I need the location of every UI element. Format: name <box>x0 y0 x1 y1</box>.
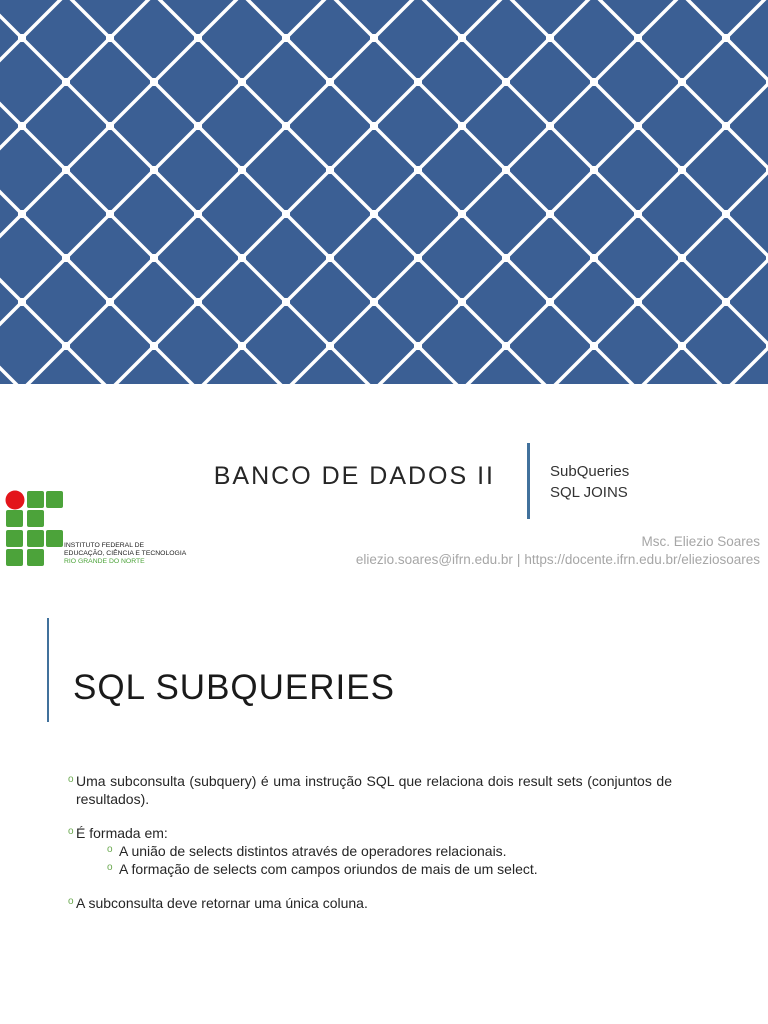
circle-bullet-icon: o <box>107 844 113 855</box>
contact-separator: | <box>516 552 521 567</box>
deck-title: BANCO DE DADOS II <box>213 462 495 490</box>
list-item <box>68 894 672 912</box>
svg-text:RIO GRANDE DO NORTE: RIO GRANDE DO NORTE <box>64 558 145 565</box>
sub-list-item <box>68 842 672 860</box>
author-contact <box>356 551 760 569</box>
svg-text:EDUCAÇÃO, CIÊNCIA E TECNOLOGIA: EDUCAÇÃO, CIÊNCIA E TECNOLOGIA <box>64 550 187 557</box>
title-divider <box>527 443 530 519</box>
sub-list-item <box>68 860 672 878</box>
sub-bullet-text: A união de selects distintos através de operadores relacionais. <box>119 843 507 859</box>
ifrn-logo <box>4 490 204 570</box>
sub-bullet-text: A formação de selects com campos oriundos de mais de um select. <box>119 861 538 877</box>
author-url[interactable]: https://docente.ifrn.edu.br/elieziosoares <box>524 552 760 567</box>
author-name: Msc. Eliezio Soares <box>641 534 760 549</box>
svg-text:INSTITUTO FEDERAL DE: INSTITUTO FEDERAL DE <box>64 542 145 549</box>
slide-content <box>68 772 672 912</box>
header-pattern-banner <box>0 0 768 384</box>
bullet-text: É formada em: <box>76 825 168 841</box>
author-info <box>356 533 760 569</box>
author-email[interactable]: eliezio.soares@ifrn.edu.br <box>355 552 513 567</box>
bullet-text: Uma subconsulta (subquery) é uma instrução SQL que relaciona dois result sets (conjuntos de resultados). <box>76 773 672 807</box>
bullet-text: A subconsulta deve retornar uma única coluna. <box>76 895 368 911</box>
slide-title-accent-bar <box>47 618 49 722</box>
subtitle-line: SQL JOINS <box>550 484 628 501</box>
subtitle-line: SubQueries <box>550 463 630 480</box>
circle-bullet-icon: o <box>107 862 113 873</box>
slide-title: SQL SUBQUERIES <box>73 668 395 707</box>
list-item <box>68 824 672 842</box>
list-item <box>68 772 672 808</box>
circle-bullet-icon: o <box>68 826 74 837</box>
circle-bullet-icon: o <box>68 774 74 785</box>
circle-bullet-icon: o <box>68 896 74 907</box>
deck-subtitle <box>550 461 629 503</box>
